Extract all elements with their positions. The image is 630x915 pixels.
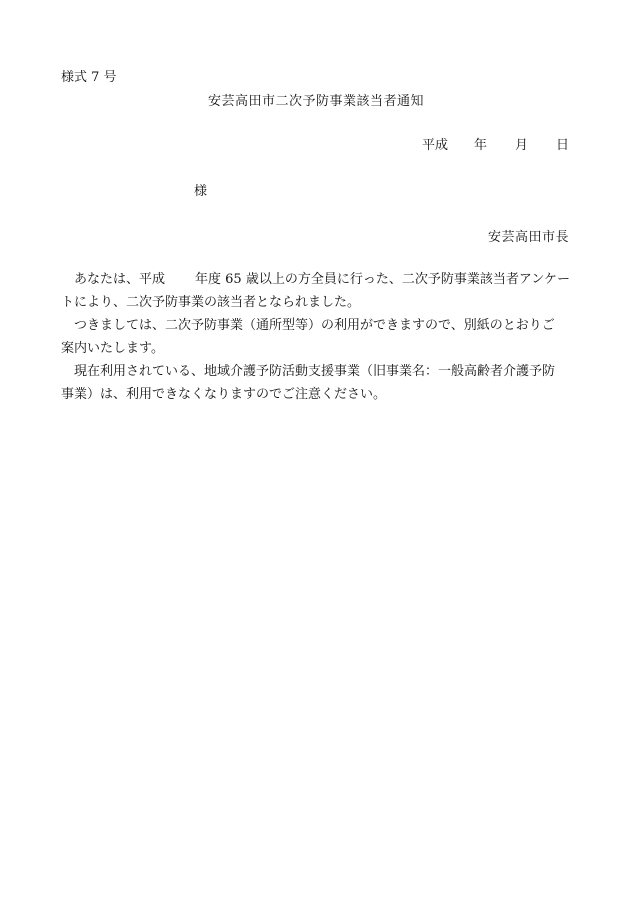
issuer-name: 安芸高田市長	[487, 230, 569, 245]
date-month-label: 月	[515, 138, 529, 153]
paragraph-3-line-1: 現在利用されている、地域介護予防活動支援事業（旧事業名：一般高齢者介護予防	[74, 364, 556, 379]
form-number: 様式 7 号	[61, 70, 117, 85]
paragraph-2-line-2: 案内いたします。	[61, 341, 164, 356]
paragraph-1-text-a: あなたは、平成	[74, 272, 166, 287]
paragraph-3-line-2: 事業）は、利用できなくなりますのでご注意ください。	[61, 387, 387, 402]
date-year-label: 年	[474, 138, 488, 153]
document-title: 安芸高田市二次予防事業該当者通知	[208, 94, 425, 109]
date-line	[422, 138, 569, 154]
notice-body	[61, 268, 571, 406]
date-era: 平成	[422, 138, 449, 153]
paragraph-1-line-1	[61, 268, 571, 291]
paragraph-1-line-2: トにより、二次予防事業の該当者となられました。	[61, 295, 361, 310]
addressee-suffix: 様	[194, 184, 208, 199]
paragraph-2-line-1: つきましては、二次予防事業（通所型等）の利用ができますので、別紙のとおりご	[74, 318, 555, 333]
date-day-label: 日	[556, 138, 570, 153]
paragraph-1-text-b: 年度 65 歳以上の方全員に行った、二次予防事業該当者アンケー	[195, 272, 571, 287]
